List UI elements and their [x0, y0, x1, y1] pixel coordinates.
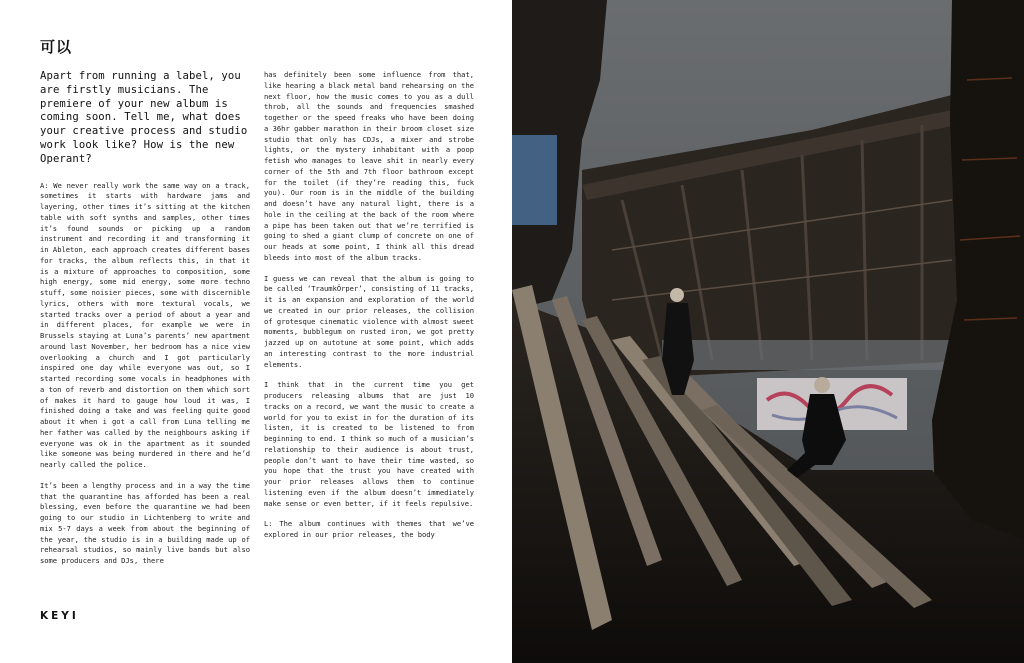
answer-paragraph: has definitely been some influence from that, like hearing a black metal band rehearsing on the next floor, how the music comes to you as a dull throb, all the sounds and frequencies smashed together or the speed freaks who have been doing a 36hr gabber marathon in their broom closet size studio that only has CDJs, a mixer and strobe lights, or the mystery inhabitant with a poop fetish who manages to leave shit in nearly every corner of the 5th and 7th floor bathroom except for the toilet (if they’re reading this, fuck you). Our room is in the middle of the building and doesn’t have any natural light, there is a hole in the ceiling at the back of the room where a pipe has been taken out that we’re terrified is going to shed a giant clump of concrete on one of our heads at some point, I think all this dread bleeds into most of the album tracks.: [264, 70, 474, 262]
background-windows: [662, 340, 962, 370]
ruined-building-illustration: [512, 0, 1024, 663]
band-photo: [512, 0, 1024, 663]
text-column-2: [264, 70, 474, 551]
blue-wall-panel: [512, 135, 557, 225]
answer-paragraph: A: We never really work the same way on a track, sometimes it starts with hardware jams and layering, other times it’s sitting at the kitchen table with soft synths and samples, other times it’s found sounds or picking up a random instrument and recording it and transforming it in Ableton, each approach creates different bases for tracks, the album reflects this, in that it is a mixture of approaches to composition, some high energy, some mid energy, some more techno stuff, some noisier pieces, some with discernible lyrics, others with more textural vocals, we started tracks over a period of about a year and in different places, for example we were in Brussels staying at Luna’s parents’ new apartment around last November, her bedroom has a nice view overlooking a church and I got particularly inspired one day while everyone was out, so I started recording some vocals in headphones with a ton of reverb and distortion on them which sort of makes it hard to gauge how loud it was, I finished doing a take and was feeling quite good about it when i got a call from Luna telling me her father was called by the neighbours asking if everyone was ok in the apartment as it sounded like someone was being murdered in there and he’d nearly called the police.: [40, 180, 250, 470]
magazine-logo-footer: KEYI: [40, 610, 79, 622]
text-column-1: [40, 70, 250, 577]
answer-paragraph: I think that in the current time you get producers releasing albums that are just 10 tracks on a record, we want the music to create a world for you to exist in for the duration of its listen, it is created to be listened to from beginning to end. I think so much of a musician’s relationship to their audience is about trust, people don’t want to have their time wasted, so you hope that the trust you have created with your prior releases allows them to continue listening even if the album doesn’t immediately make sense or even better, if it feels repulsive.: [264, 380, 474, 508]
magazine-logo-top: 可以: [40, 38, 73, 56]
interview-question: Apart from running a label, you are firstly musicians. The premiere of your new album is coming soon. Tell me, what does your creative process and studio work look like? How is the new Operant?: [40, 70, 248, 165]
answer-paragraph: I guess we can reveal that the album is going to be called ‘TraumkÖrper’, consisting of 11 tracks, it is an expansion and exploration of the world we created in our prior releases, the collision of grotesque cinematic violence with almost sweet moments, bubblegum on rusted iron, we got pretty jazzed up on autotune at some point, which adds an interesting contrast to the more industrial elements.: [264, 273, 474, 369]
answer-paragraph: It’s been a lengthy process and in a way the time that the quarantine has afforded has been a real blessing, even before the quarantine we had been going to our studio in Lichtenberg to write and mix 5-7 days a week from about the beginning of the year, the studio is in a building made up of rehearsal studios, so mainly live bands but also some producers and DJs, there: [40, 480, 250, 566]
answer-paragraph: L: The album continues with themes that we’ve explored in our prior releases, the body: [264, 519, 474, 539]
